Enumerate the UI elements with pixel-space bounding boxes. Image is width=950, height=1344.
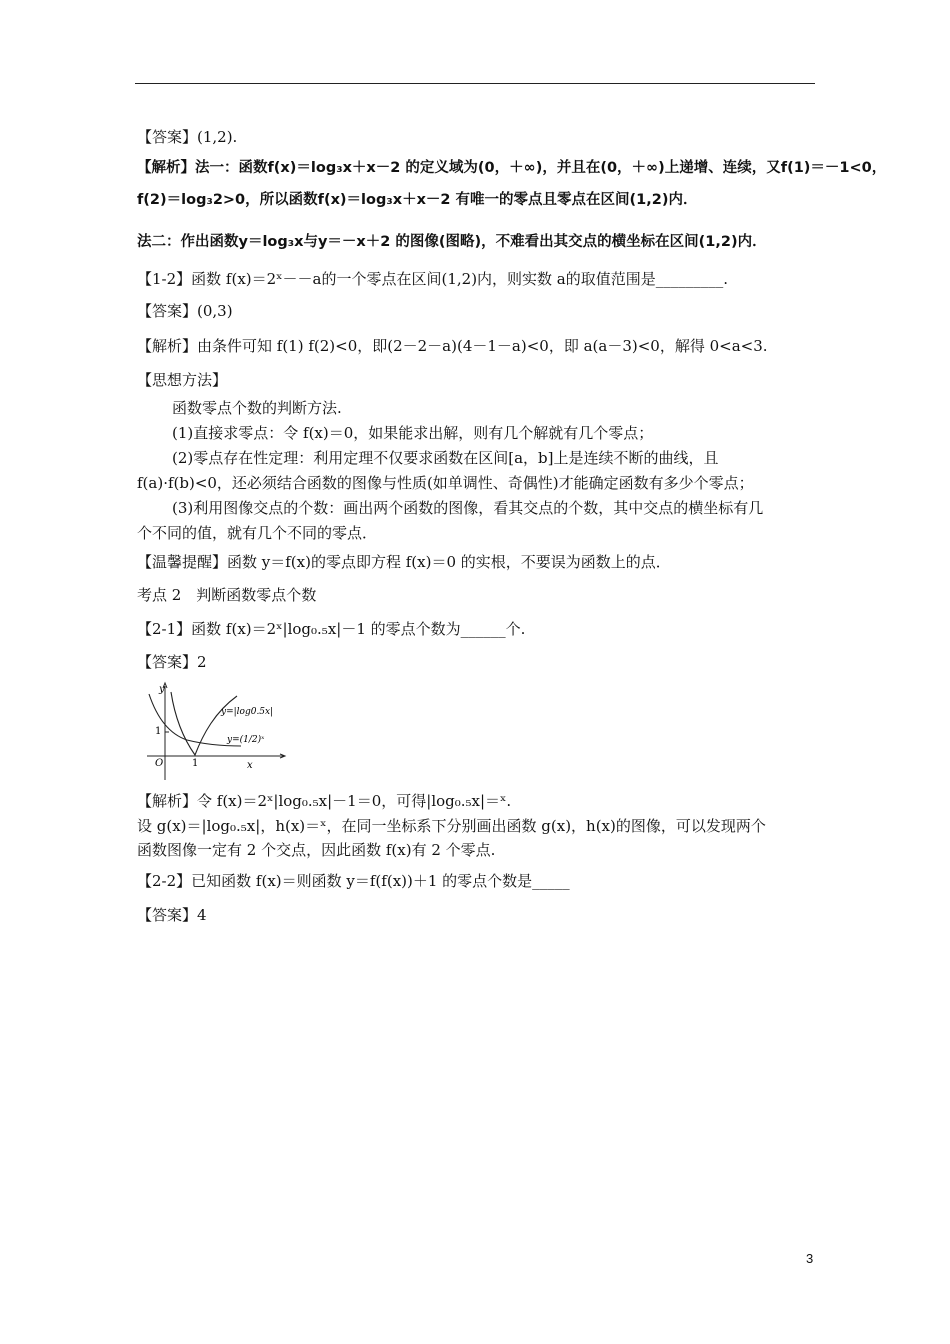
method-line: 函数零点个数的判断方法. (172, 399, 342, 417)
method-line: (2)零点存在性定理：利用定理不仅要求函数在区间[a，b]上是连续不断的曲线，且 (172, 449, 719, 467)
answer-line: 【答案】(1,2). (137, 128, 238, 146)
function-graph-figure (137, 678, 287, 782)
method-line: f(a)·f(b)<0，还必须结合函数的图像与性质(如单调性、奇偶性)才能确定函数有多少个零点； (137, 474, 754, 492)
analysis-line: 【解析】令 f(x)＝2ˣ|log₀.₅x|－1＝0，可得|log₀.₅x|＝ˣ. (137, 792, 512, 810)
origin-label: O (155, 758, 164, 769)
method-line: (3)利用图像交点的个数：画出两个函数的图像，看其交点的个数，其中交点的横坐标有几 (172, 499, 764, 517)
tick-y-label: 1 (155, 726, 162, 737)
header-rule (135, 83, 815, 84)
tick-x-label: 1 (192, 758, 199, 769)
curve1-label: y=|log0.5x| (221, 707, 274, 717)
answer-line: 【答案】(0,3) (137, 302, 233, 320)
analysis-line: 设 g(x)＝|log₀.₅x|，h(x)＝ˣ，在同一坐标系下分别画出函数 g(x)，h(x)的图像，可以发现两个 (137, 817, 766, 835)
reminder-line: 【温馨提醒】函数 y＝f(x)的零点即方程 f(x)＝0 的实根，不要误为函数上的点． (137, 553, 671, 571)
answer-line: 【答案】2 (137, 653, 207, 671)
topic-heading: 考点 2 判断函数零点个数 (137, 586, 317, 604)
problem-line: 【1-2】函数 f(x)＝2ˣ－－a的一个零点在区间(1,2)内，则实数 a的取值范围是_________. (137, 270, 729, 288)
curve2-label: y=(1/2)ˣ (227, 735, 265, 745)
analysis-line: 【解析】法一：函数f(x)＝log₃x＋x－2 的定义域为(0，＋∞)，并且在(0，＋∞)上递增、连续，又f(1)＝－1<0， (137, 160, 887, 176)
method-line: (1)直接求零点：令 f(x)＝0，如果能求出解，则有几个解就有几个零点； (172, 424, 654, 442)
x-axis-label: x (247, 760, 253, 771)
analysis-line: f(2)＝log₃2>0，所以函数f(x)＝log₃x＋x－2 有唯一的零点且零点在区间(1,2)内． (137, 192, 698, 208)
analysis-line: 函数图像一定有 2 个交点，因此函数 f(x)有 2 个零点. (137, 841, 496, 859)
section-heading: 【思想方法】 (137, 371, 228, 389)
answer-line: 【答案】4 (137, 906, 207, 924)
page-number: 3 (806, 1251, 814, 1266)
method-line: 个不同的值，就有几个不同的零点． (137, 524, 378, 542)
analysis-line: 法二：作出函数y＝log₃x与y＝－x＋2 的图像(图略)，不难看出其交点的横坐标在区间(1,2)内． (137, 234, 767, 250)
problem-line: 【2-1】函数 f(x)＝2ˣ|log₀.₅x|－1 的零点个数为______个. (137, 620, 526, 638)
y-axis-label: y (159, 684, 165, 695)
analysis-line: 【解析】由条件可知 f(1) f(2)<0，即(2－2－a)(4－1－a)<0，即 a(a－3)<0，解得 0<a<3. (137, 337, 768, 355)
problem-line: 【2-2】已知函数 f(x)＝则函数 y＝f(f(x))＋1 的零点个数是_____ (137, 872, 570, 890)
